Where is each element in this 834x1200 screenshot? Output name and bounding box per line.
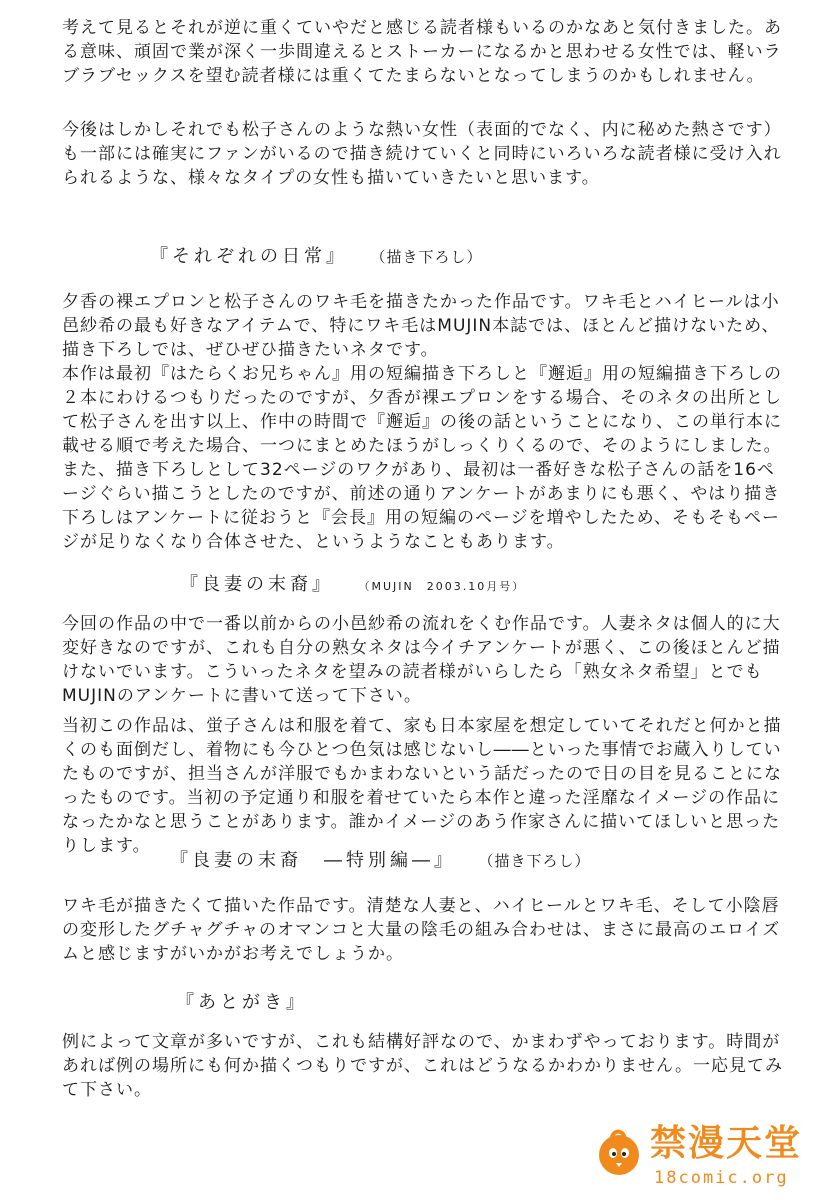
site-watermark-logo <box>594 1120 816 1190</box>
section-title: 『あとがき』 <box>176 992 308 1013</box>
peach-bird-icon <box>594 1128 644 1178</box>
intro-paragraph-2: 今後はしかしそれでも松子さんのような熱い女性（表面的でなく、内に秘めた熱さです）も一部には確実にファンがいるので描き続けていくと同時にいろいろな読者様に受け入れられるような、様々なタイプの女性も描いていきたいと思います。 <box>62 120 782 188</box>
section-heading-atogaki <box>176 990 308 1016</box>
section-note: （描き下ろし） <box>378 248 483 266</box>
section1-paragraph-2: 本作は最初『はたらくお兄ちゃん』用の短編描き下ろしと『邂逅』用の短編描き下ろしの２本にわけるつもりだったのですが、夕香が裸エプロンをする場合、そのネタの出所として松子さんを出す以上、作中の時間で『邂逅』の後の話ということになり、この単行本に載せる順で考えた場合、一つにまとめたほうがしっくりくるので、そのようにしました。また、描き下ろしとして32ページのワクがあり、最初は一番好きな松子さんの話を16ページぐらい描こうとしたのですが、前述の通りアンケートがあまりにも悪く、やはり描き下ろしはアンケートに従おうと『会長』用の短編のページを増やしたため、そもそもページが足りなくなり合体させた、というようなこともあります。 <box>62 364 782 552</box>
section3-paragraph-1: ワキ毛が描きたくて描いた作品です。清楚な人妻と、ハイヒールとワキ毛、そして小陰唇の変形したグチャグチャのオマンコと大量の陰毛の組み合わせは、まさに最高のエロイズムと感じますがいかがお考えでしょうか。 <box>62 896 781 964</box>
logo-title: 禁漫天堂 <box>650 1123 803 1164</box>
section-note: （描き下ろし） <box>486 852 591 870</box>
logo-url: 18comic.org <box>654 1168 789 1188</box>
section1-paragraph-1: 夕香の裸エプロンと松子さんのワキ毛を描きたかった作品です。ワキ毛とハイヒールは小邑紗希の最も好きなアイテムで、特にワキ毛はMUJIN本誌では、ほとんど描けないため、描き下ろしでは、ぜひぜひ描きたいネタです。 <box>62 292 780 360</box>
section4-paragraph-1: 例によって文章が多いですが、これも結構好評なので、かまわずやっております。時間があれば例の場所にも何か描くつもりですが、これはどうなるかわかりません。一応見てみて下さい。 <box>62 1032 784 1100</box>
section2-paragraph-2: 当初この作品は、蛍子さんは和服を着て、家も日本家屋を想定していてそれだと何かと描くのも面倒だし、着物にも今ひとつ色気は感じないし――といった事情でお蔵入りしていたものですが、担当さんが洋服でもかまわないという話だったので日の目を見ることになったものです。当初の予定通り和服を着せていたら本作と違った淫靡なイメージの作品になったかなと思うことがあります。誰かイメージのあう作家さんに描いてほしいと思ったりします。 <box>62 716 782 856</box>
section-note: （MUJIN 2003.10月号） <box>364 580 526 593</box>
section-title: 『良妻の末裔 ―特別編―』 <box>170 850 456 871</box>
section-heading-sorezore <box>150 244 483 270</box>
section-heading-ryousai-special <box>170 848 591 874</box>
intro-paragraph-1: 考えて見るとそれが逆に重くていやだと感じる読者様もいるのかなあと気付きました。ある意味、頑固で業が深く一歩間違えるとストーカーになるかと思わせる女性では、軽いラブラブセックスを望む読者様には重くてたまらないとなってしまうのかもしれません。 <box>62 18 782 86</box>
section2-paragraph-1: 今回の作品の中で一番以前からの小邑紗希の流れをくむ作品です。人妻ネタは個人的に大変好きなのですが、これも自分の熟女ネタは今イチアンケートが悪く、この後ほとんど描けないでいます。こういったネタを望みの読者様がいらしたら「熟女ネタ希望」とでもMUJINのアンケートに書いて送って下さい。 <box>62 614 781 706</box>
section-heading-ryousai <box>180 572 525 600</box>
section-title: 『良妻の末裔』 <box>180 574 334 595</box>
section-title: 『それぞれの日常』 <box>150 246 348 267</box>
